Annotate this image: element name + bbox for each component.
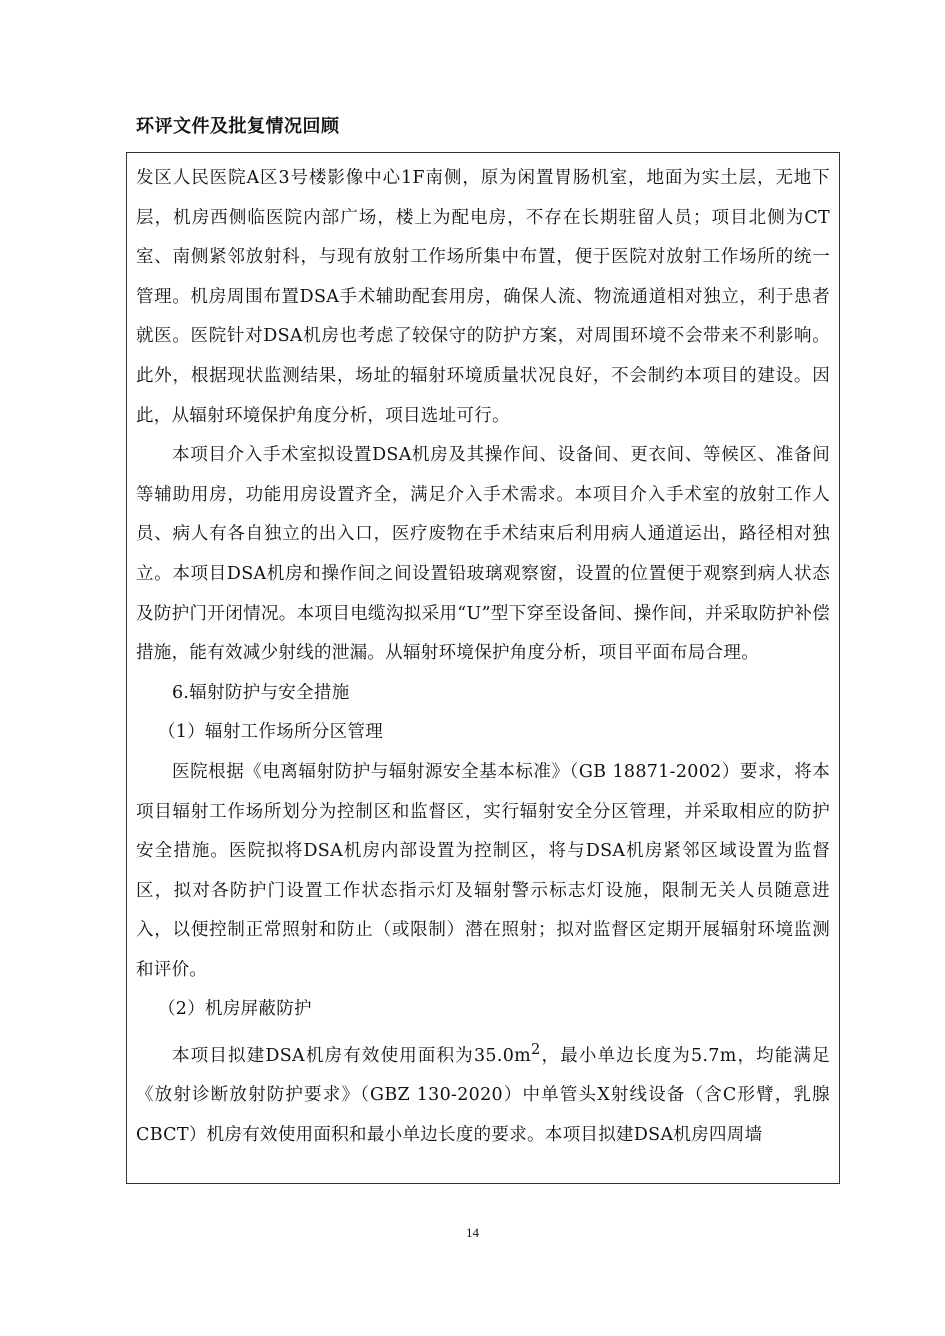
content-body: [136, 159, 830, 1156]
subheading-zoning: （1）辐射工作场所分区管理: [158, 722, 384, 743]
heading-radiation-protection: 6.辐射防护与安全措施: [172, 682, 350, 703]
content-box: [126, 152, 840, 1184]
paragraph-layout: 本项目介入手术室拟设置DSA机房及其操作间、设备间、更衣间、等候区、准备间等辅助用房，功能用房设置齐全，满足介入手术需求。本项目介入手术室的放射工作人员、病人有各自独立的出入口，医疗废物在手术结束后利用病人通道运出，路径相对独立。本项目DSA机房和操作间之间设置铅玻璃观察窗，设置的位置便于观察到病人状态及防护门开闭情况。本项目电缆沟拟采用“U”型下穿至设备间、操作间，并采取防护补偿措施，能有效减少射线的泄漏。从辐射环境保护角度分析，项目平面布局合理。: [136, 445, 830, 664]
paragraph-shielding: [136, 1030, 830, 1156]
section-heading: 环评文件及批复情况回顾: [136, 116, 340, 137]
paragraph-site-selection: 发区人民医院A区3号楼影像中心1F南侧，原为闲置胃肠机室，地面为实土层，无地下层，机房西侧临医院内部广场，楼上为配电房，不存在长期驻留人员；项目北侧为CT室、南侧紧邻放射科，与现有放射工作场所集中布置，便于医院对放射工作场所的统一管理。机房周围布置DSA手术辅助配套用房，确保人流、物流通道相对独立，利于患者就医。医院针对DSA机房也考虑了较保守的防护方案，对周围环境不会带来不利影响。此外，根据现状监测结果，场址的辐射环境质量状况良好，不会制约本项目的建设。因此，从辐射环境保护角度分析，项目选址可行。: [136, 168, 830, 426]
subheading-shielding: （2）机房屏蔽防护: [158, 999, 312, 1020]
shielding-text-end: ，最小单边长度为5.7m，均能满足《放射诊断放射防护要求》（GBZ 130-2020）中单管头X射线设备（含C形臂，乳腺CBCT）机房有效使用面积和最小单边长度的要求。本项目拟建DSA机房四周墙: [136, 1045, 830, 1146]
shielding-text-start: 本项目拟建DSA机房有效使用面积为35.0m: [172, 1045, 532, 1066]
superscript-two: 2: [531, 1041, 541, 1059]
paragraph-zoning: 医院根据《电离辐射防护与辐射源安全基本标准》（GB 18871-2002）要求，将本项目辐射工作场所划分为控制区和监督区，实行辐射安全分区管理，并采取相应的防护安全措施。医院拟将DSA机房内部设置为控制区，将与DSA机房紧邻区域设置为监督区，拟对各防护门设置工作状态指示灯及辐射警示标志灯设施，限制无关人员随意进入，以便控制正常照射和防止（或限制）潜在照射；拟对监督区定期开展辐射环境监测和评价。: [136, 761, 830, 980]
page-number: 14: [466, 1225, 479, 1240]
